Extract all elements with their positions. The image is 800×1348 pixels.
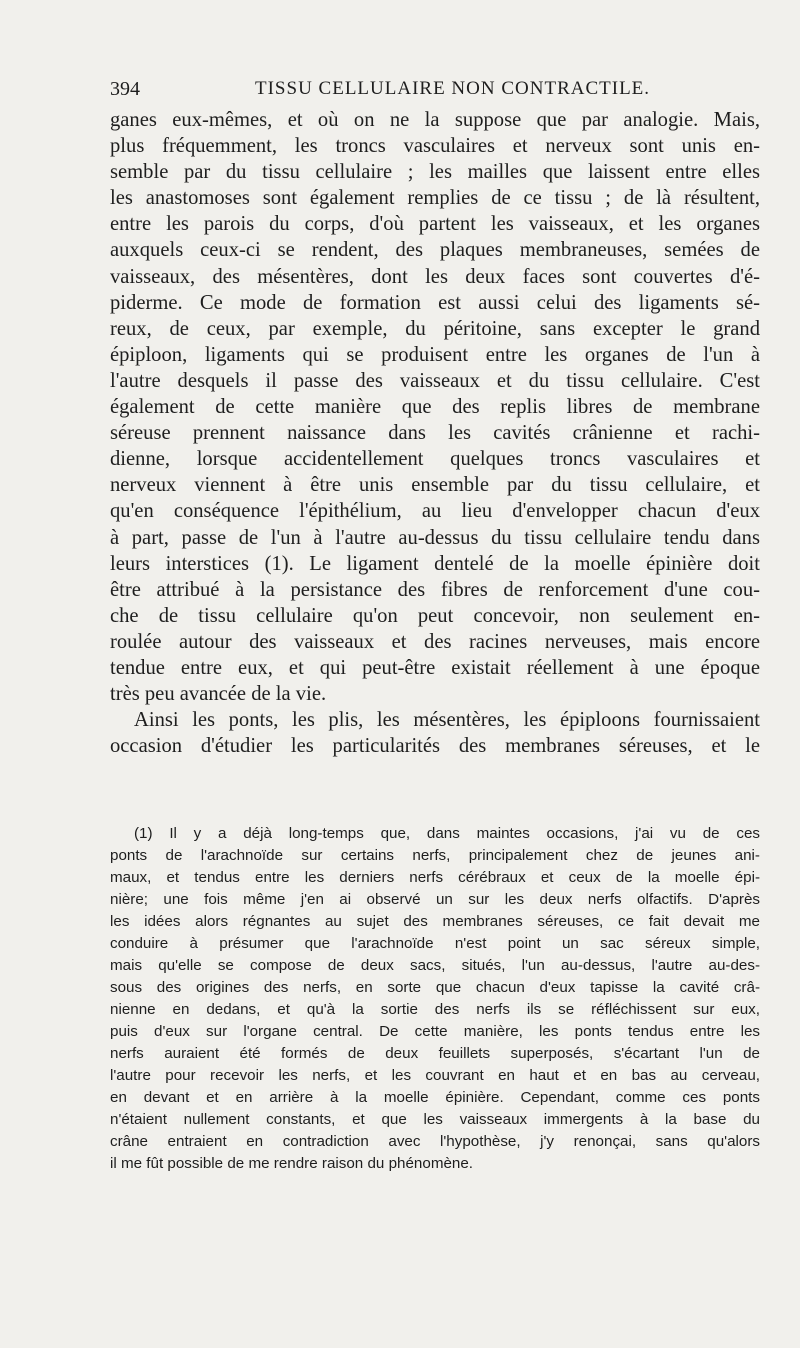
body-line: être attribué à la persistance des fibres de renforcement d'une cou-	[110, 578, 760, 601]
footnote-line: il me fût possible de me rendre raison du phénomène.	[110, 1155, 474, 1172]
body-line: épiploon, ligaments qui se produisent entre les organes de l'un à	[110, 343, 760, 366]
footnote-line: puis d'eux sur l'organe central. De cette manière, les ponts tendus entre les	[110, 1023, 760, 1040]
footnote-line: mais qu'elle se compose de deux sacs, situés, l'un au-dessus, l'autre au-des-	[110, 957, 760, 974]
footnote-line: crâne entraient en contradiction avec l'hypothèse, j'y renonçai, sans qu'alors	[110, 1133, 760, 1150]
running-title: TISSU CELLULAIRE NON CONTRACTILE.	[255, 78, 651, 99]
body-line: séreuse prennent naissance dans les cavités crânienne et rachi-	[110, 422, 760, 445]
footnote-line: nerfs auraient été formés de deux feuillets superposés, s'écartant l'un de	[110, 1045, 760, 1062]
body-line: leurs interstices (1). Le ligament dentelé de la moelle épinière doit	[110, 552, 760, 575]
page-number: 394	[110, 78, 140, 100]
body-line: l'autre desquels il passe des vaisseaux et du tissu cellulaire. C'est	[110, 369, 760, 392]
body-line: roulée autour des vaisseaux et des racines nerveuses, mais encore	[110, 630, 760, 653]
footnote-line: l'autre pour recevoir les nerfs, et les couvrant en haut et en bas au cerveau,	[110, 1067, 760, 1084]
footnote-line: (1) Il y a déjà long-temps que, dans maintes occasions, j'ai vu de ces	[134, 825, 760, 842]
body-line: reux, de ceux, par exemple, du péritoine, sans excepter le grand	[110, 317, 760, 340]
footnote-line: maux, et tendus entre les derniers nerfs cérébraux et ceux de la moelle épi-	[110, 869, 760, 886]
body-line: à part, passe de l'un à l'autre au-dessus du tissu cellulaire tendu dans	[110, 526, 760, 549]
footnote-line: en devant et en arrière à la moelle épinière. Cependant, comme ces ponts	[110, 1089, 760, 1106]
footnote-line: conduire à présumer que l'arachnoïde n'est point un sac séreux simple,	[110, 935, 760, 952]
footnote-line: n'étaient nullement constants, et que les vaisseaux immergents à la base du	[110, 1111, 760, 1128]
footnote	[110, 823, 760, 1175]
footnote-line: nienne en dedans, et qu'à la sortie des nerfs ils se réfléchissent sur eux,	[110, 1001, 760, 1018]
body-line: semble par du tissu cellulaire ; les mailles que laissent entre elles	[110, 161, 760, 184]
running-head	[110, 78, 760, 104]
body-line: plus fréquemment, les troncs vasculaires et nerveux sont unis en-	[110, 135, 760, 158]
body-line: les anastomoses sont également remplies de ce tissu ; de là résultent,	[110, 187, 760, 210]
body-line: très peu avancée de la vie.	[110, 683, 327, 706]
body-line: Ainsi les ponts, les plis, les mésentères, les épiploons fournissaient	[134, 709, 760, 732]
body-line: également de cette manière que des replis libres de membrane	[110, 396, 760, 419]
body-line: dienne, lorsque accidentellement quelques troncs vasculaires et	[110, 448, 760, 471]
body-line: qu'en conséquence l'épithélium, au lieu d'envelopper chacun d'eux	[110, 500, 760, 523]
body-line: nerveux viennent à être unis ensemble par du tissu cellulaire, et	[110, 474, 760, 497]
footnote-line: ponts de l'arachnoïde sur certains nerfs, principalement chez de jeunes ani-	[110, 847, 760, 864]
body-text	[110, 107, 760, 759]
footnote-line: nière; une fois même j'en ai observé un sur les deux nerfs olfactifs. D'après	[110, 891, 760, 908]
body-line: occasion d'étudier les particularités des membranes séreuses, et le	[110, 735, 760, 758]
body-line: che de tissu cellulaire qu'on peut concevoir, non seulement en-	[110, 604, 760, 627]
body-line: vaisseaux, des mésentères, dont les deux faces sont couvertes d'é-	[110, 265, 760, 288]
body-line: piderme. Ce mode de formation est aussi celui des ligaments sé-	[110, 291, 760, 314]
footnote-line: les idées alors régnantes au sujet des membranes séreuses, ce fait devait me	[110, 913, 760, 930]
body-line: tendue entre eux, et qui peut-être existait réellement à une époque	[110, 656, 760, 679]
body-line: ganes eux-mêmes, et où on ne la suppose que par analogie. Mais,	[110, 109, 760, 131]
footnote-line: sous des origines des nerfs, en sorte que chacun d'eux tapisse la cavité crâ-	[110, 979, 760, 996]
body-line: entre les parois du corps, d'où partent les vaisseaux, et les organes	[110, 213, 760, 236]
body-line: auxquels ceux-ci se rendent, des plaques membraneuses, semées de	[110, 239, 760, 262]
